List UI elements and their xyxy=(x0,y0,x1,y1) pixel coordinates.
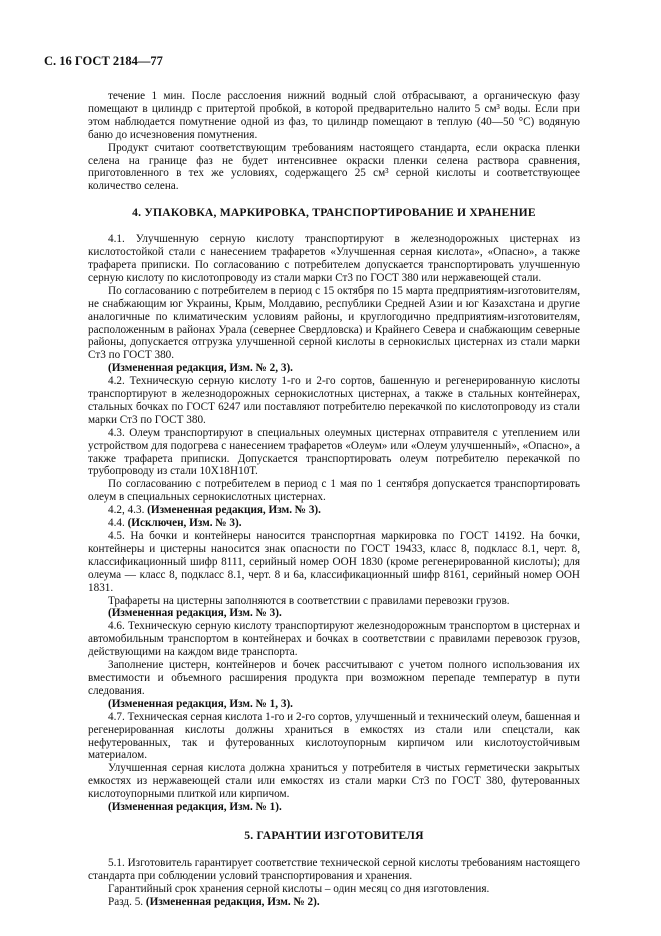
amendment-note xyxy=(88,607,580,620)
section-5-body xyxy=(88,857,580,909)
paragraph-text: По согласованию с потребителем в период с 1 мая по 1 сентября допускается транспортировать олеум в специальных сернокислотных цистернах. xyxy=(88,478,580,504)
section-heading-5: 5. ГАРАНТИИ ИЗГОТОВИТЕЛЯ xyxy=(244,828,424,842)
section-heading-4: 4. УПАКОВКА, МАРКИРОВКА, ТРАНСПОРТИРОВАНИЕ И ХРАНЕНИЕ xyxy=(132,206,536,220)
paragraph-text: По согласованию с потребителем в период с 15 октября по 15 марта предприятиям-изготовителям, не снабжающим юг Украины, Крым, Молдавию, республики Средней Азии и юг Казахстана и другие аналогичные по климатическим условиям районы, и круглогодично предприятиям-изготовителям, расположенным в районах Урала (севернее Свердловска) и Крайнего Севера и снабжающим северные районы, допускается отгрузка улучшенной серной кислоты в сернокислых цистернах из стали марки Ст3 по ГОСТ 380. xyxy=(88,284,580,362)
paragraph-text: Гарантийный срок хранения серной кислоты – один месяц со дня изготовления. xyxy=(108,882,490,895)
paragraph-text: 4.2, 4.3. xyxy=(108,504,148,517)
amendment-note-text: (Измененная редакция, Изм. № 2). xyxy=(145,895,320,908)
paragraph-text: 4.2. Техническую серную кислоту 1-го и 2-го сортов, башенную и регенерированную кислоты транспортируют в железнодорожных сернокислотных цистернах, а также в стальных контейнерах, стальных бочках по ГОСТ 6247 или поставляют потребителю перекачкой по кислотопроводу из стали марки Ст3 по ГОСТ 380. xyxy=(88,375,580,426)
paragraph xyxy=(88,504,580,517)
paragraph-text: 4.4. xyxy=(108,517,128,530)
amendment-note xyxy=(88,362,580,375)
paragraph-text: 4.3. Олеум транспортируют в специальных олеумных цистернах отправителя с утеплением или устройством для подогрева с нанесением трафаретов «Олеум» или «Олеум улучшенный», «Опасно», а также трафарета приписки. Допускается транспортировать олеум потребителю перекачкой по трубопроводу из стали 10Х18Н10Т. xyxy=(88,426,580,478)
amendment-note-text: (Измененная редакция, Изм. № 1, 3). xyxy=(108,697,293,710)
paragraph-text: 5.1. Изготовитель гарантирует соответствие технической серной кислоты требованиям настоящего стандарта при соблюдении условий транспортирования и хранения. xyxy=(88,856,580,882)
page-header: С. 16 ГОСТ 2184—77 xyxy=(44,54,163,68)
paragraph xyxy=(88,883,580,896)
paragraph-text: Заполнение цистерн, контейнеров и бочек рассчитывают с учетом полного использования их вместимости и объемного расширения продукта при возможном перепаде температур в пути следования. xyxy=(88,659,580,697)
paragraph xyxy=(88,620,580,659)
paragraph-text: Трафареты на цистерны заполняются в соответствии с правилами перевозки грузов. xyxy=(108,594,510,607)
paragraph-text: 4.5. На бочки и контейнеры наносится транспортная маркировка по ГОСТ 14192. На бочки, контейнеры и цистерны наносится знак опасности по ГОСТ 19433, класс 8, подкласс 8.1, черт. 8, классификационный шифр 8111, серийный номер ООН 1830 (кроме регенерированной кислоты); для олеума — класс 8, подкласс 8.1, черт. 8 и 6а, классификационный шифр 8161, серийный номер ООН 1831. xyxy=(88,530,580,594)
paragraph xyxy=(88,857,580,883)
paragraph xyxy=(88,595,580,608)
paragraph xyxy=(88,517,580,530)
section-4-body xyxy=(88,233,580,814)
paragraph-text: 4.1. Улучшенную серную кислоту транспортируют в железнодорожных цистернах из кислотостойкой стали с нанесением трафаретов «Улучшенная серная кислота», «Опасно», а также трафарета приписки. По согласованию с потребителем допускается транспортировать улучшенную серную кислоту по кислотопроводу из стали марки Ст3 по ГОСТ 380 или нержавеющей стали. xyxy=(88,233,580,284)
paragraph-text: 4.7. Техническая серная кислота 1-го и 2-го сортов, улучшенный и технический олеум, башенная и регенерированная кислоты должны храниться в емкостях из стали или спецстали, как нефутерованных, так и футерованных кислотоупорным кирпичом или кислотоустойчивым материалом. xyxy=(88,710,580,762)
paragraph xyxy=(88,762,580,801)
amendment-note xyxy=(88,801,580,814)
paragraph xyxy=(88,233,580,285)
paragraph xyxy=(88,285,580,362)
paragraph xyxy=(88,375,580,427)
paragraph-text: Разд. 5. xyxy=(108,895,146,908)
paragraph: Продукт считают соответствующим требованиям настоящего стандарта, если окраска пленки селена на границе фаз не будет интенсивнее окраски пленки селена раствора сравнения, приготовленного в тех же условиях, содержащего 25 см³ серной кислоты и соответствующее количество селена. xyxy=(88,141,580,193)
paragraph xyxy=(88,711,580,763)
paragraph-text: 4.6. Техническую серную кислоту транспортируют железнодорожным транспортом в цистернах и автомобильным транспортом в контейнерах и бочках в соответствии с правилами перевозок грузов, действующими на каждом виде транспорта. xyxy=(88,620,580,659)
amendment-note-text: (Измененная редакция, Изм. № 1). xyxy=(108,801,282,814)
amendment-note xyxy=(88,698,580,711)
amendment-note-text: (Исключен, Изм. № 3). xyxy=(127,517,242,530)
paragraph xyxy=(88,659,580,698)
document-body xyxy=(88,90,580,908)
paragraph xyxy=(88,896,580,909)
paragraph xyxy=(88,427,580,479)
amendment-note-text: (Измененная редакция, Изм. № 3). xyxy=(147,504,321,517)
paragraph xyxy=(88,478,580,504)
amendment-note-text: (Измененная редакция, Изм. № 3). xyxy=(108,607,282,620)
amendment-note-text: (Измененная редакция, Изм. № 2, 3). xyxy=(108,362,293,375)
paragraph: течение 1 мин. После расслоения нижний водный слой отбрасывают, а органическую фазу помещают в цилиндр с притертой пробкой, в которой предварительно налито 5 см³ воды. Если при этом наблюдается помутнение одной из фаз, то цилиндр помещают в теплую (40—50 °С) водяную баню до исчезновения помутнения. xyxy=(88,90,580,141)
paragraph-text: Улучшенная серная кислота должна храниться у потребителя в чистых герметически закрытых емкостях из нержавеющей стали или емкостях из стали марки Ст3 по ГОСТ 380, футерованных кислотоупорными плиткой или кирпичом. xyxy=(88,762,580,801)
paragraph xyxy=(88,530,580,595)
